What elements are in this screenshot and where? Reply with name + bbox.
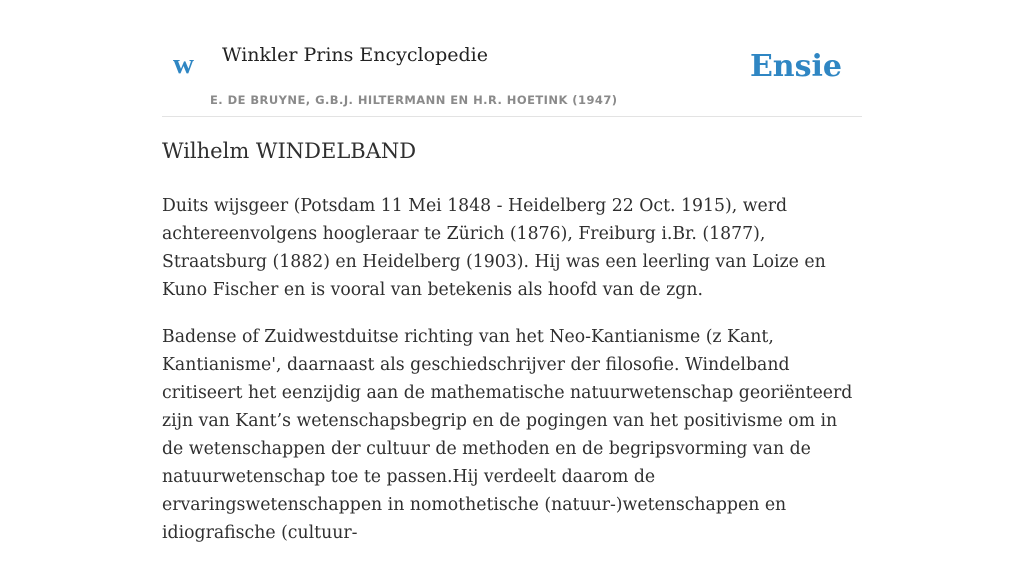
encyclopedia-authors: E. DE BRUYNE, G.B.J. HILTERMANN EN H.R. HOETINK (1947) [210, 93, 618, 107]
ensie-brand-link[interactable]: Ensie [749, 49, 842, 84]
article-body [162, 192, 862, 566]
article-title: Wilhelm WINDELBAND [162, 139, 417, 163]
encyclopedia-title[interactable]: Winkler Prins Encyclopedie [222, 44, 488, 66]
encyclopedia-logo[interactable]: w [173, 48, 194, 80]
page [162, 0, 862, 543]
site-header [162, 0, 862, 117]
article-paragraph: Badense of Zuidwestduitse richting van het Neo-Kantianisme (z Kant, Kantianisme', daarnaast als geschiedschrijver der filosofie. Windelband critiseert het eenzijdig aan de mathematische natuurwetenschap georiënteerd zijn van Kant’s wetenschapsbegrip en de pogingen van het positivisme om in de wetenschappen der cultuur de methoden en de begripsvorming van de natuurwetenschap toe te passen.Hij verdeelt daarom de ervaringswetenschappen in nomothetische (natuur-)wetenschappen en idiografische (cultuur- [162, 327, 853, 543]
article-paragraph: Duits wijsgeer (Potsdam 11 Mei 1848 - Heidelberg 22 Oct. 1915), werd achtereenvolgens hoogleraar te Zürich (1876), Freiburg i.Br. (1877), Straatsburg (1882) en Heidelberg (1903). Hij was een leerling van Loize en Kuno Fischer en is vooral van betekenis als hoofd van de zgn. [162, 196, 826, 300]
